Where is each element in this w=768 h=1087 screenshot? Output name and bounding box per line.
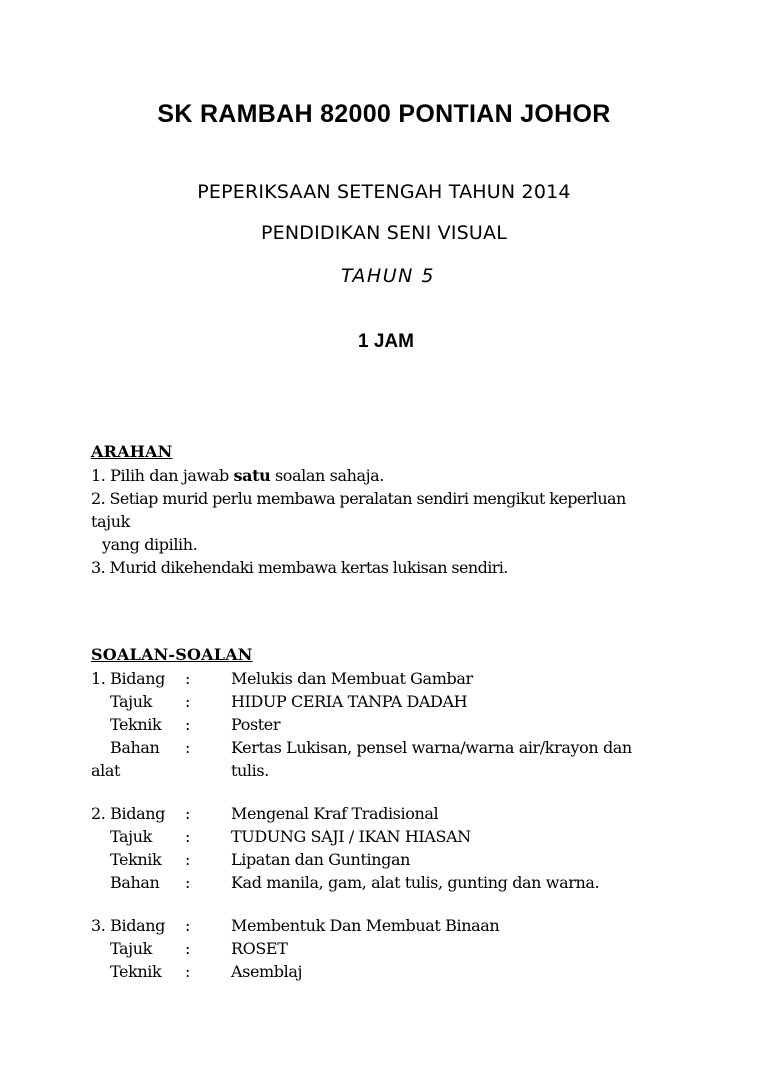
colon: : [185, 916, 190, 935]
question-1-teknik-row [0, 713, 768, 736]
instruction-item-1 [91, 464, 384, 487]
exam-duration: 1 JAM [358, 331, 414, 352]
tajuk-label: Tajuk [110, 692, 152, 711]
bidang-value: Melukis dan Membuat Gambar [231, 669, 473, 688]
teknik-label: Teknik [110, 962, 162, 981]
question-1-tajuk-row [0, 690, 768, 713]
question-3-teknik-row [0, 960, 768, 983]
teknik-label: Teknik [110, 850, 162, 869]
school-name: SK RAMBAH 82000 PONTIAN JOHOR [157, 100, 611, 128]
question-2-bahan-row [0, 871, 768, 894]
colon: : [185, 738, 190, 757]
tajuk-label: Tajuk [110, 939, 152, 958]
tajuk-value: HIDUP CERIA TANPA DADAH [231, 692, 468, 711]
colon: : [185, 939, 190, 958]
bahan-value-continued: tulis. [231, 761, 269, 780]
tajuk-value: ROSET [231, 939, 288, 958]
colon: : [185, 669, 190, 688]
bidang-label: 2. Bidang [91, 804, 165, 823]
year-level: TAHUN 5 [341, 265, 435, 287]
colon: : [185, 850, 190, 869]
bidang-label: 1. Bidang [91, 669, 165, 688]
alat-label: alat [91, 761, 121, 780]
question-2-teknik-row [0, 848, 768, 871]
bidang-value: Membentuk Dan Membuat Binaan [231, 916, 500, 935]
question-3-bidang-row [0, 914, 768, 937]
teknik-value: Asemblaj [231, 962, 303, 981]
instruction-1-prefix: 1. Pilih dan jawab [91, 466, 234, 485]
instruction-item-2-line-1: 2. Setiap murid perlu membawa peralatan sendiri mengikut keperluan [91, 489, 626, 508]
colon: : [185, 827, 190, 846]
question-1-bahan-row-2 [0, 759, 768, 782]
colon: : [185, 873, 190, 892]
bahan-label: Bahan [110, 873, 160, 892]
bahan-value: Kertas Lukisan, pensel warna/warna air/krayon dan [231, 738, 632, 757]
tajuk-value: TUDUNG SAJI / IKAN HIASAN [231, 827, 471, 846]
colon: : [185, 715, 190, 734]
instruction-item-2-line-3: yang dipilih. [102, 535, 198, 554]
question-1-bahan-row [0, 736, 768, 759]
instruction-1-suffix: soalan sahaja. [270, 466, 385, 485]
teknik-value: Poster [231, 715, 281, 734]
questions-heading: SOALAN-SOALAN [91, 645, 253, 664]
bidang-label: 3. Bidang [91, 916, 165, 935]
subject-title: PENDIDIKAN SENI VISUAL [261, 222, 507, 244]
question-1-bidang-row [0, 667, 768, 690]
colon: : [185, 804, 190, 823]
question-3-tajuk-row [0, 937, 768, 960]
colon: : [185, 692, 190, 711]
colon: : [185, 962, 190, 981]
instruction-1-bold: satu [233, 466, 271, 485]
question-2-tajuk-row [0, 825, 768, 848]
bahan-value: Kad manila, gam, alat tulis, gunting dan warna. [231, 873, 600, 892]
instructions-heading: ARAHAN [91, 442, 173, 461]
tajuk-label: Tajuk [110, 827, 152, 846]
question-2-bidang-row [0, 802, 768, 825]
teknik-label: Teknik [110, 715, 162, 734]
instruction-item-2-line-2: tajuk [91, 512, 130, 531]
exam-title: PEPERIKSAAN SETENGAH TAHUN 2014 [197, 181, 571, 203]
bidang-value: Mengenal Kraf Tradisional [231, 804, 439, 823]
teknik-value: Lipatan dan Guntingan [231, 850, 410, 869]
instruction-item-3: 3. Murid dikehendaki membawa kertas lukisan sendiri. [91, 558, 508, 577]
bahan-label: Bahan [110, 738, 160, 757]
